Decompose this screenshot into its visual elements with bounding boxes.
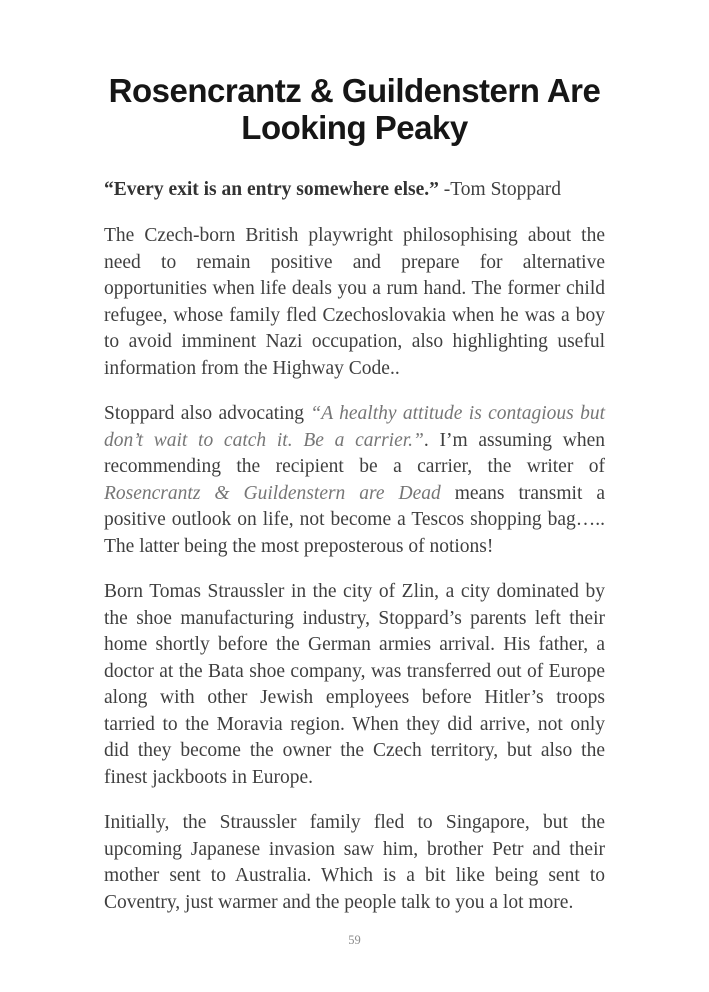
text-run: The Czech-born British playwright philosophising about the need to remain positive and prepare for alternative opportunities when life deals you a rum hand. The former child refugee, whose family fled Czechoslovakia when he was a boy to avoid imminent Nazi occupation, also highlighting useful information from the Highway Code.. xyxy=(104,225,610,379)
text-run: Initially, the Straussler family fled to Singapore, but the upcoming Japanese invasion saw him, brother Petr and their mother sent to Australia. Which is a bit like being sent to Coventry, just warmer and the people talk to you a lot more. xyxy=(104,812,610,913)
italic-quote-run: Rosencrantz & Guildenstern are Dead xyxy=(104,482,441,504)
quote-attribution: -Tom Stoppard xyxy=(438,179,561,200)
paragraph xyxy=(104,401,610,560)
page-title xyxy=(104,72,605,146)
paragraph-container xyxy=(104,223,610,916)
italic-quote-run: “A healthy attitude is contagious but don’t wait to catch it. Be a carrier.” xyxy=(104,403,610,451)
paragraph xyxy=(104,810,610,916)
page-number: 59 xyxy=(348,933,361,947)
text-run: Stoppard also advocating xyxy=(104,403,311,424)
text-run: Born Tomas Straussler in the city of Zlin, a city dominated by the shoe manufacturing industry, Stoppard’s parents left their home shortly before the German armies arrival. His father, a doctor at the Bata shoe company, was transferred out of Europe along with other Jewish employees before Hitler’s troops tarried to the Moravia region. When they did arrive, not only did they become the owner the Czech territory, but also the finest jackboots in Europe. xyxy=(104,581,610,788)
page-title-line-2: Looking Peaky xyxy=(241,109,468,146)
page-title-line-1: Rosencrantz & Guildenstern Are xyxy=(108,72,601,109)
text-run: means transmit a positive outlook on life, not become a Tescos shopping bag….. The latter being the most preposterous of notions! xyxy=(104,482,610,557)
quote-text: “Every exit is an entry somewhere else.” xyxy=(104,179,439,200)
page-content xyxy=(104,0,610,916)
text-run: . I’m assuming when recommending the recipient be a carrier, the writer of xyxy=(104,429,610,477)
paragraph xyxy=(104,223,610,382)
epigraph-quote xyxy=(104,176,605,203)
paragraph xyxy=(104,579,610,791)
